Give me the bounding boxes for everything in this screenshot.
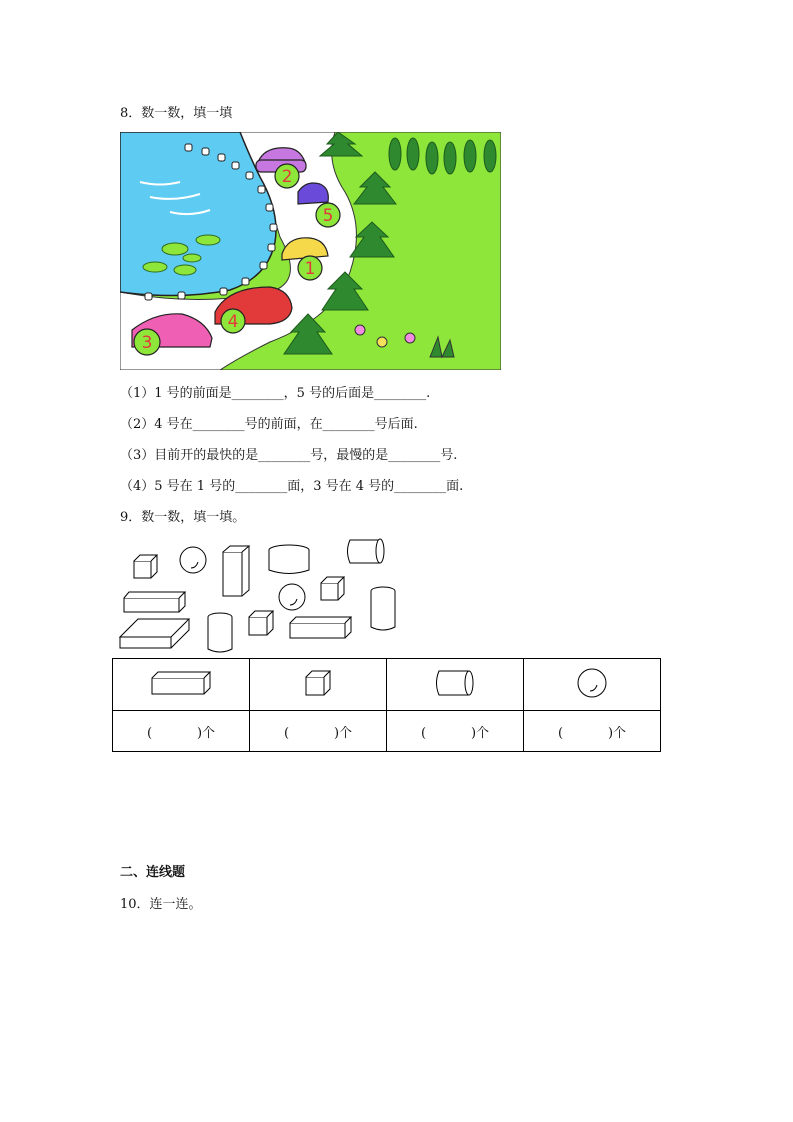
- q8-line-4: （4）5 号在 1 号的________面，3 号在 4 号的________面.: [120, 479, 464, 494]
- answer-cuboid[interactable]: ( )个: [113, 711, 250, 752]
- car-number-2: 2: [281, 167, 293, 187]
- shapes-collection: [112, 535, 412, 655]
- q8-line-2: （2）4 号在________号的前面，在________号后面.: [120, 417, 418, 432]
- cuboid-icon: [120, 619, 189, 648]
- cube-icon: [134, 555, 157, 578]
- cylinder-icon: [208, 613, 232, 652]
- car-scene-illustration: [120, 132, 501, 370]
- q9-title: 9．数一数，填一填。: [120, 510, 246, 525]
- cuboid-icon: [223, 546, 249, 596]
- table-cell-sphere: [524, 659, 661, 711]
- car-number-4: 4: [227, 312, 239, 332]
- cylinder-icon: [348, 539, 385, 563]
- q8-line-1: （1）1 号的前面是________，5 号的后面是________.: [120, 386, 431, 401]
- table-cell-cube: [250, 659, 387, 711]
- answer-sphere[interactable]: ( )个: [524, 711, 661, 752]
- cylinder-icon: [269, 545, 309, 574]
- q8-title: 8．数一数，填一填: [120, 106, 233, 121]
- cube-icon: [303, 669, 333, 697]
- q10-title: 10．连一连。: [120, 897, 202, 912]
- answer-cube[interactable]: ( )个: [250, 711, 387, 752]
- table-cell-cylinder: [387, 659, 524, 711]
- count-table: [112, 658, 661, 752]
- cuboid-icon: [124, 592, 185, 612]
- table-cell-cuboid: [113, 659, 250, 711]
- cylinder-icon: [371, 587, 395, 630]
- sphere-icon: [180, 547, 206, 573]
- cuboid-icon: [290, 617, 351, 638]
- car-number-1: 1: [304, 259, 316, 279]
- cube-icon: [321, 577, 344, 600]
- q8-line-3: （3）目前开的最快的是________号，最慢的是________号.: [120, 448, 458, 463]
- sphere-icon: [576, 667, 608, 699]
- car-number-5: 5: [322, 206, 334, 226]
- section-2-title: 二、连线题: [120, 865, 186, 880]
- answer-cylinder[interactable]: ( )个: [387, 711, 524, 752]
- sphere-icon: [279, 584, 305, 610]
- car-number-3: 3: [141, 333, 153, 353]
- cuboid-icon: [149, 670, 213, 696]
- cube-icon: [249, 611, 273, 635]
- cylinder-icon: [433, 669, 477, 697]
